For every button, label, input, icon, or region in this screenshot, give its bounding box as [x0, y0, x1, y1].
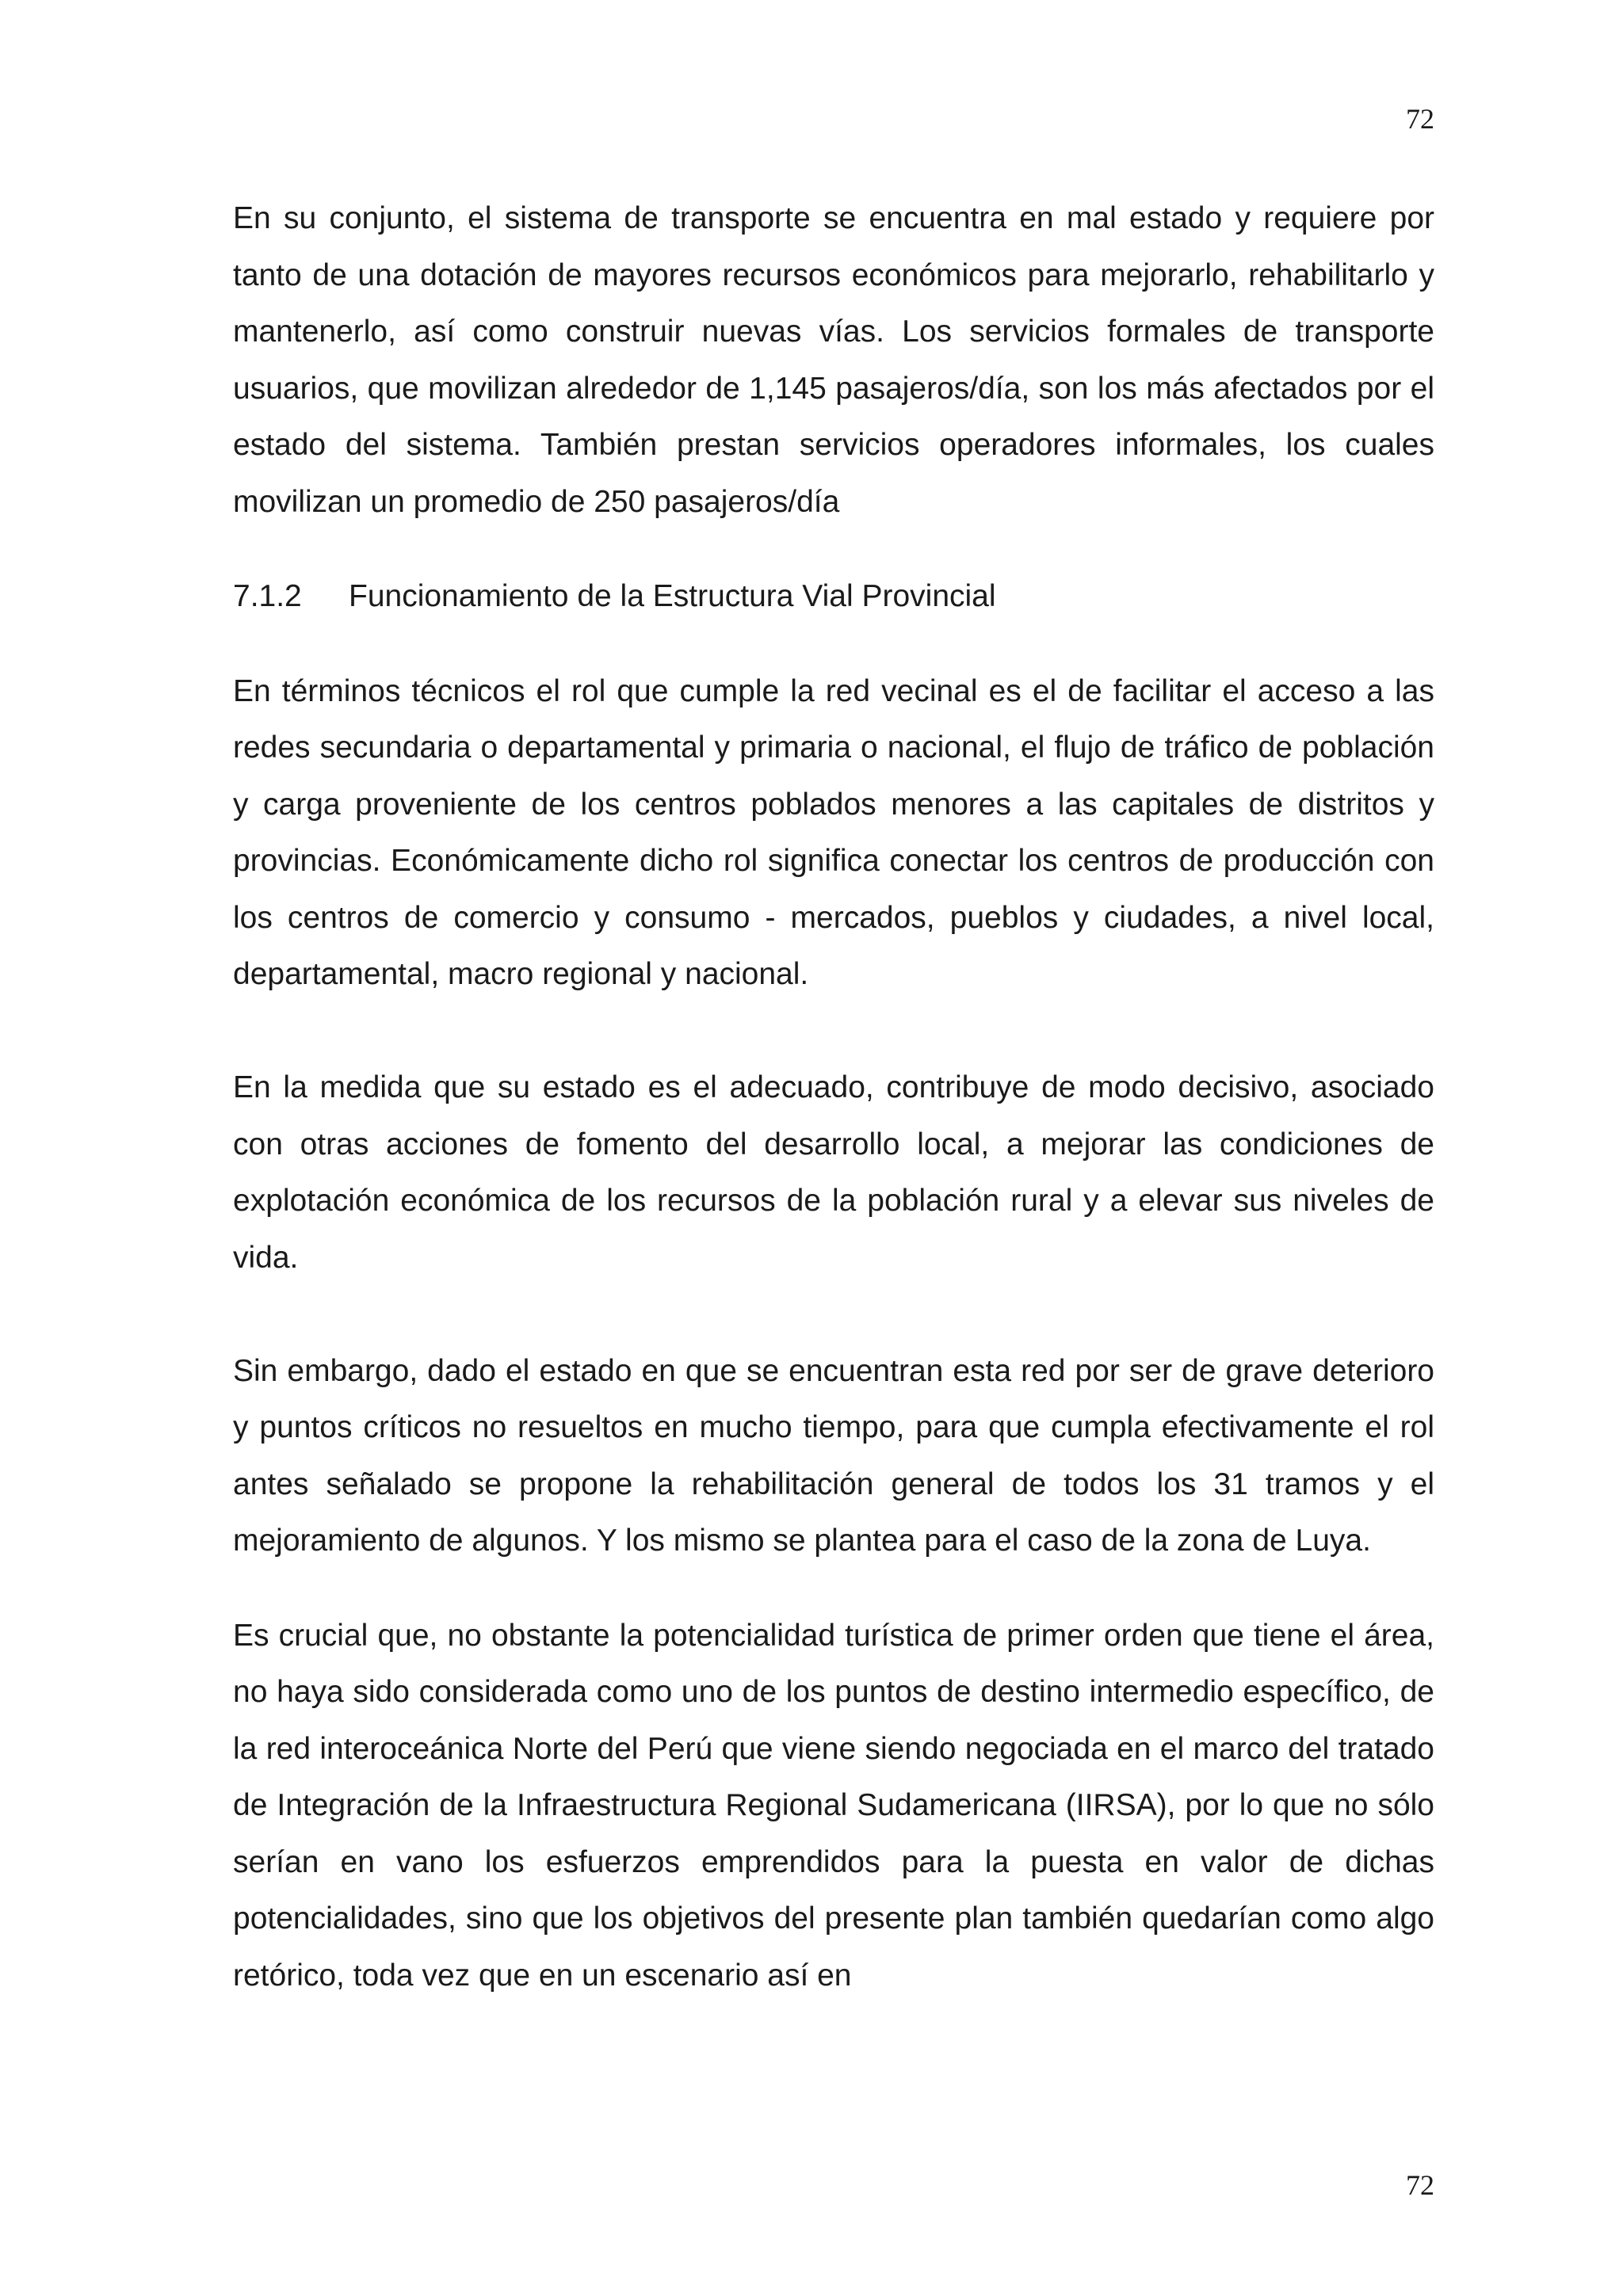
- section-number: 7.1.2: [233, 579, 302, 613]
- section-title: Funcionamiento de la Estructura Vial Provincial: [349, 579, 996, 613]
- page-number-bottom: 72: [1406, 2169, 1434, 2201]
- page-number-top: 72: [1406, 103, 1434, 135]
- document-body: [233, 190, 1434, 2004]
- paragraph-transport-summary: En su conjunto, el sistema de transporte se encuentra en mal estado y requiere por tanto de una dotación de mayores recursos económicos para mejorarlo, rehabilitarlo y mantenerlo, así como construir nuevas vías. Los servicios formales de transporte usuarios, que movilizan alrededor de 1,145 pasajeros/día, son los más afectados por el estado del sistema. También prestan servicios operadores informales, los cuales movilizan un promedio de 250 pasajeros/día: [233, 201, 1434, 519]
- paragraph-rehabilitation: Sin embargo, dado el estado en que se encuentran esta red por ser de grave deterioro y puntos críticos no resueltos en mucho tiempo, para que cumpla efectivamente el rol antes señalado se propone la rehabilitación general de todos los 31 tramos y el mejoramiento de algunos. Y los mismo se plantea para el caso de la zona de Luya.: [233, 1353, 1434, 1558]
- paragraph-road-role: En términos técnicos el rol que cumple la red vecinal es el de facilitar el acceso a las redes secundaria o departamental y primaria o nacional, el flujo de tráfico de población y carga proveniente de los centros poblados menores a las capitales de distritos y provincias. Económicamente dicho rol significa conectar los centros de producción con los centros de comercio y consumo - mercados, pueblos y ciudades, a nivel local, departamental, macro regional y nacional.: [233, 673, 1434, 991]
- section-heading: [233, 568, 1434, 625]
- paragraph-iirsa: Es crucial que, no obstante la potencialidad turística de primer orden que tiene el área, no haya sido considerada como uno de los puntos de destino intermedio específico, de la red interoceánica Norte del Perú que viene siendo negociada en el marco del tratado de Integración de la Infraestructura Regional Sudamericana (IIRSA), por lo que no sólo serían en vano los esfuerzos emprendidos para la puesta en valor de dichas potencialidades, sino que los objetivos del presente plan también quedarían como algo retórico, toda vez que en un escenario así en: [233, 1618, 1434, 1993]
- paragraph-road-condition: En la medida que su estado es el adecuado, contribuye de modo decisivo, asociado con otras acciones de fomento del desarrollo local, a mejorar las condiciones de explotación económica de los recursos de la población rural y a elevar sus niveles de vida.: [233, 1070, 1434, 1275]
